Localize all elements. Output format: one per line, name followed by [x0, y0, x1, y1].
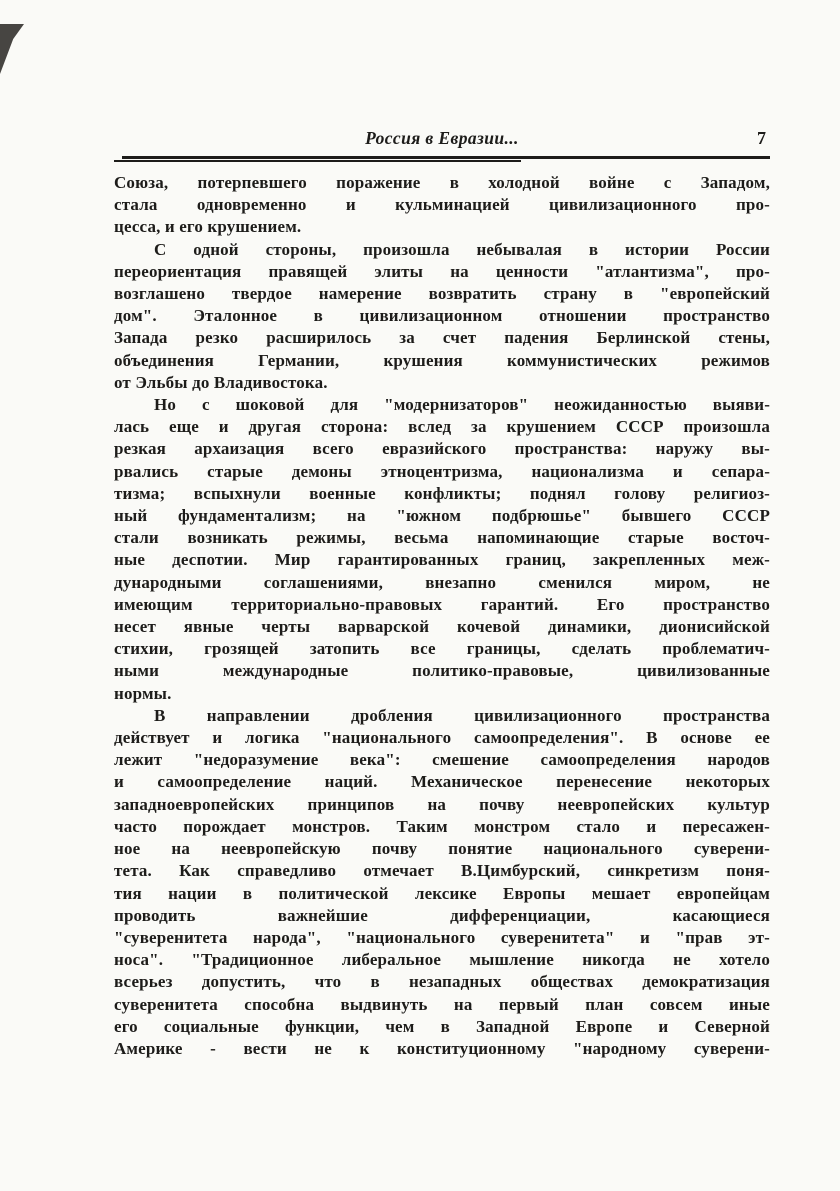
- text-line: и самоопределение наций. Механическое перенесение некоторых: [114, 772, 770, 792]
- text-line: резкая архаизация всего евразийского пространства: наружу вы-: [114, 439, 770, 459]
- paragraph: [114, 394, 770, 705]
- text-line: ными международные политико-правовые, цивилизованные: [114, 661, 770, 681]
- text-line: ные деспотии. Мир гарантированных границ, закрепленных меж-: [114, 550, 770, 570]
- text-line: его социальные функции, чем в Западной Европе и Северной: [114, 1016, 770, 1036]
- text-line: переориентация правящей элиты на ценности "атлантизма", про-: [114, 261, 770, 281]
- text-line: возглашено твердое намерение возвратить страну в "европейский: [114, 284, 770, 304]
- body-text: [114, 172, 770, 1060]
- text-line: ное на неевропейскую почву понятие национального суверени-: [114, 839, 770, 859]
- text-line: Америке - вести не к конституционному "народному суверени-: [114, 1038, 770, 1058]
- text-line: носа". "Традиционное либеральное мышление никогда не хотело: [114, 950, 770, 970]
- text-line: тизма; вспыхнули военные конфликты; поднял голову религиоз-: [114, 483, 770, 503]
- paragraph: [114, 172, 770, 239]
- text-line: стихии, грозящей затопить все границы, сделать проблематич-: [114, 639, 770, 659]
- text-line: Но с шоковой для "модернизаторов" неожиданностью выяви-: [154, 395, 770, 415]
- text-line: западноевропейских принципов на почву неевропейских культур: [114, 794, 770, 814]
- text-line: нормы.: [114, 683, 172, 703]
- text-line: цесса, и его крушением.: [114, 217, 302, 237]
- text-line: рвались старые демоны этноцентризма, национализма и сепара-: [114, 461, 770, 481]
- page-header: [114, 128, 770, 154]
- header-rule: [114, 156, 770, 163]
- text-line: тия нации в политической лексике Европы мешает европейцам: [114, 883, 770, 903]
- text-line: дународными соглашениями, внезапно сменился миром, не: [114, 572, 770, 592]
- text-line: С одной стороны, произошла небывалая в истории России: [154, 239, 770, 259]
- header-rule-stroke-bottom: [114, 160, 521, 162]
- text-line: лежит "недоразумение века": смешение самоопределения народов: [114, 750, 770, 770]
- running-title: Россия в Евразии...: [365, 128, 519, 148]
- text-line: В направлении дробления цивилизационного пространства: [154, 705, 770, 725]
- text-line: ный фундаментализм; на "южном подбрюшье" бывшего СССР: [114, 506, 770, 526]
- paragraph: [114, 705, 770, 1060]
- text-line: всерьез допустить, что в незападных обществах демократизация: [114, 972, 770, 992]
- text-line: действует и логика "национального самоопределения". В основе ее: [114, 728, 770, 748]
- text-line: стала одновременно и кульминацией цивилизационного про-: [114, 195, 770, 215]
- text-line: "суверенитета народа", "национального суверенитета" и "прав эт-: [114, 927, 770, 947]
- paragraph: [114, 239, 770, 394]
- text-line: от Эльбы до Владивостока.: [114, 372, 328, 392]
- text-line: несет явные черты варварской кочевой динамики, дионисийской: [114, 617, 770, 637]
- text-line: проводить важнейшие дифференциации, касающиеся: [114, 905, 770, 925]
- page-number: 7: [757, 128, 766, 148]
- text-line: суверенитета способна выдвинуть на первый план совсем иные: [114, 994, 770, 1014]
- header-rule-stroke-top: [122, 156, 770, 159]
- text-line: имеющим территориально-правовых гарантий. Его пространство: [114, 594, 770, 614]
- text-line: объединения Германии, крушения коммунистических режимов: [114, 350, 770, 370]
- text-line: Запада резко расширилось за счет падения Берлинской стены,: [114, 328, 770, 348]
- text-line: стали возникать режимы, весьма напоминающие старые восточ-: [114, 528, 770, 548]
- text-line: тета. Как справедливо отмечает В.Цимбурский, синкретизм поня-: [114, 861, 770, 881]
- text-line: лась еще и другая сторона: вслед за крушением СССР произошла: [114, 417, 770, 437]
- text-line: дом". Эталонное в цивилизационном отношении пространство: [114, 306, 770, 326]
- text-line: часто порождает монстров. Таким монстром стало и пересажен-: [114, 816, 770, 836]
- scan-edge-artifact: [0, 24, 24, 74]
- text-line: Союза, потерпевшего поражение в холодной войне с Западом,: [114, 173, 770, 192]
